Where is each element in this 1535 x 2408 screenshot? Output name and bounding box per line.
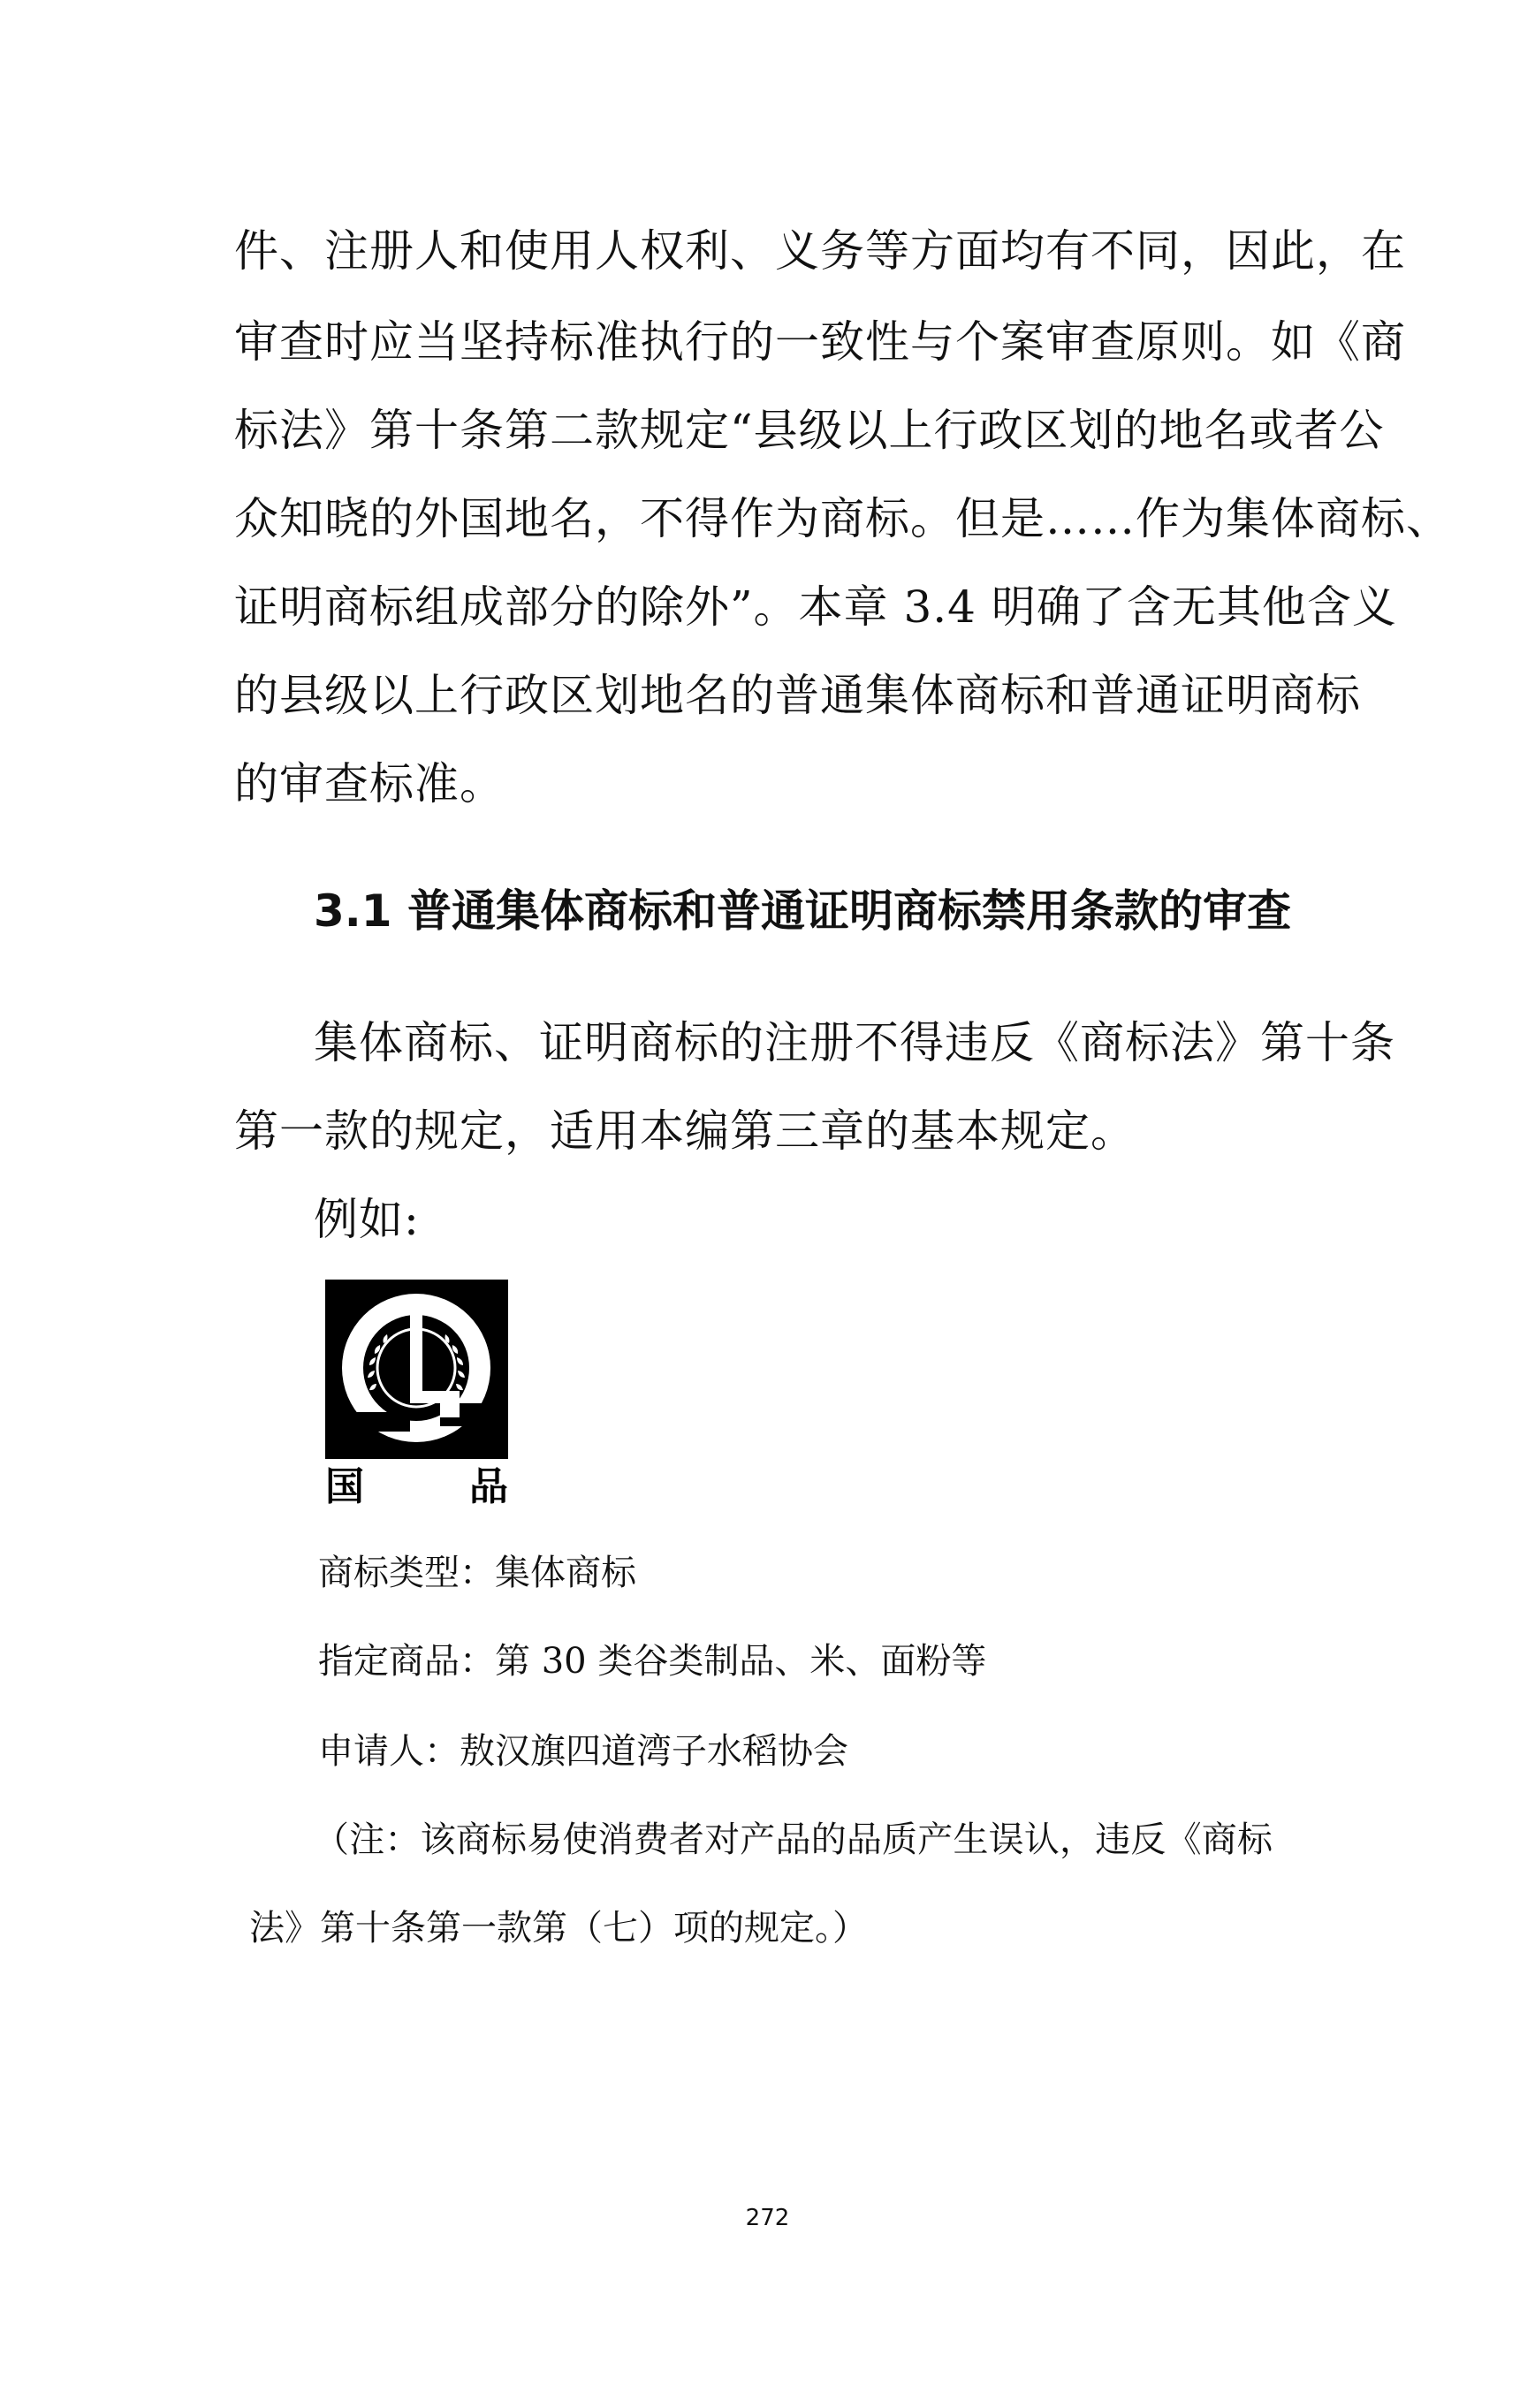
body-line-7: 的审查标准。 [234,758,505,809]
designated-goods: 指定商品：第 30 类谷类制品、米、面粉等 [318,1641,987,1682]
note-line-2: 法》第十条第一款第（七）项的规定。） [249,1908,868,1948]
body-line-2: 审查时应当坚持标准执行的一致性与个案审查原则。如《商 [234,316,1406,368]
body-line-6: 的县级以上行政区划地名的普通集体商标和普通证明商标 [234,670,1361,721]
section-line-1: 集体商标、证明商标的注册不得违反《商标法》第十条 [314,1017,1395,1068]
body-line-5: 证明商标组成部分的除外”。本章 3.4 明确了含无其他含义 [234,581,1397,633]
body-line-3: 标法》第十条第二款规定“县级以上行政区划的地名或者公 [234,405,1385,456]
trademark-logo-text [325,1465,508,1509]
page-number: 272 [745,2205,790,2231]
logo-char-left: 国 [325,1464,364,1509]
applicant: 申请人：敖汉旗四道湾子水稻协会 [318,1731,848,1772]
note-line-1: （注：该商标易使消费者对产品的品质产生误认，违反《商标 [314,1819,1273,1860]
section-heading: 3.1 普通集体商标和普通证明商标禁用条款的审查 [314,885,1291,937]
body-line-1: 件、注册人和使用人权利、义务等方面均有不同，因此，在 [234,225,1406,277]
section-line-2: 第一款的规定，适用本编第三章的基本规定。 [234,1105,1136,1157]
trademark-logo [325,1280,508,1509]
trademark-type: 商标类型：集体商标 [318,1553,636,1593]
example-label: 例如: [314,1194,420,1245]
body-line-4: 众知晓的外国地名，不得作为商标。但是……作为集体商标、 [234,493,1451,544]
trademark-emblem-icon [325,1280,508,1459]
logo-char-right: 品 [469,1464,508,1509]
